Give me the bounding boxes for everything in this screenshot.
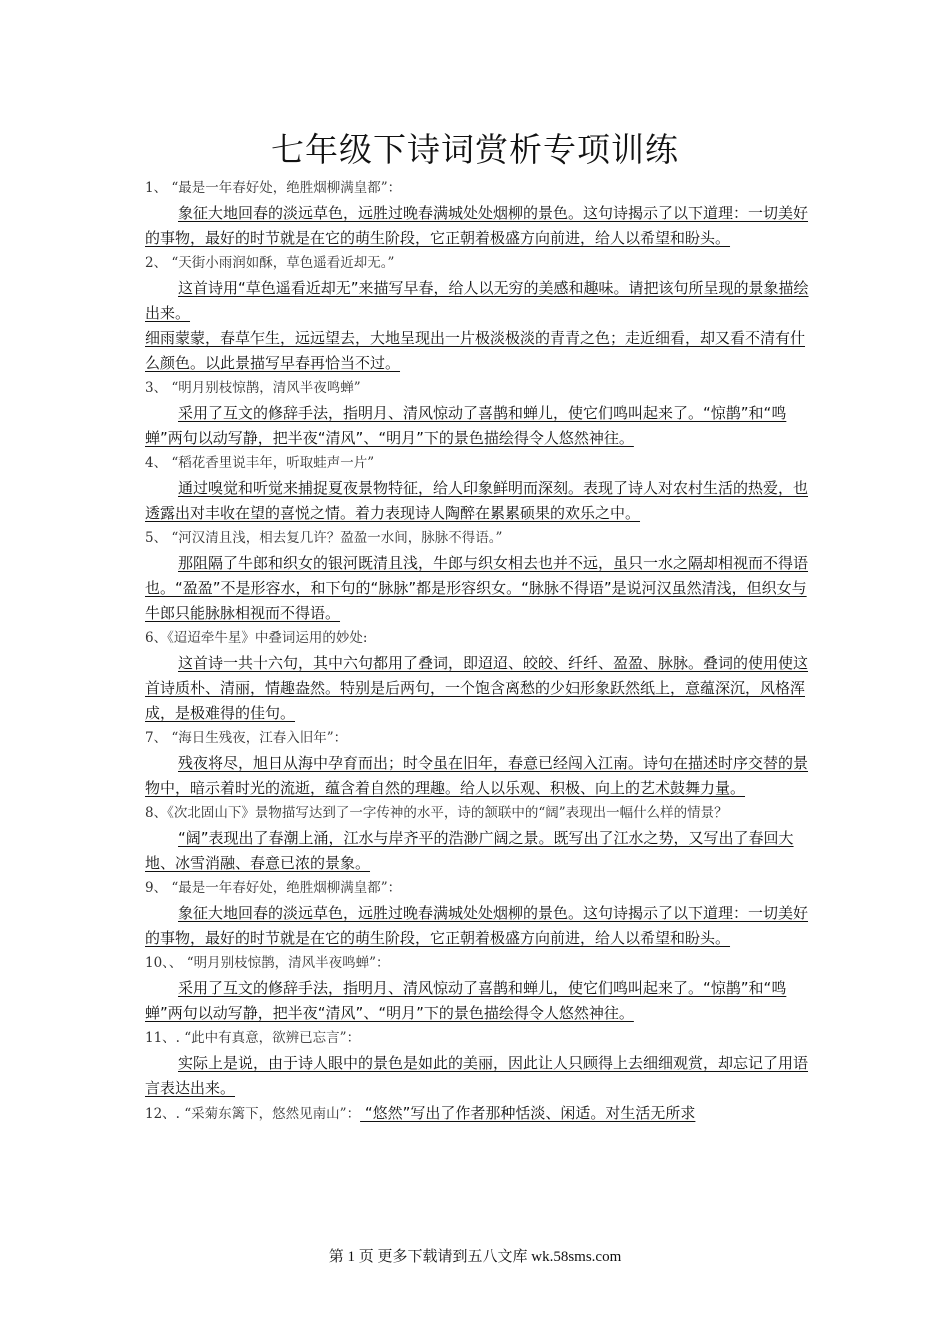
question-1: 1、 “最是一年春好处，绝胜烟柳满皇都”：	[145, 180, 402, 196]
question-12	[145, 1101, 817, 1127]
answer-7: 残夜将尽，旭日从海中孕育而出；时令虽在旧年，春意已经闯入江南。诗句在描述时序交替的景物中，暗示着时光的流逝，蕴含着自然的理趣。给人以乐观、积极、向上的艺术鼓舞力量。	[145, 754, 809, 797]
answer-2: 细雨蒙蒙，春草乍生，远远望去，大地呈现出一片极淡极淡的青青之色；走近细看，却又看不清有什么颜色。以此景描写早春再恰当不过。	[145, 329, 806, 372]
question-11: 11、. “此中有真意，欲辨已忘言”：	[145, 1030, 361, 1046]
answer-10: 采用了互文的修辞手法，指明月、清风惊动了喜鹊和蝉儿，使它们鸣叫起来了。“惊鹊”和“鸣蝉”两句以动写静，把半夜“清风”、“明月”下的景色描绘得令人悠然神往。	[145, 979, 787, 1022]
answer-5: 那阻隔了牛郎和织女的银河既清且浅，牛郎与织女相去也并不远，虽只一水之隔却相视而不得语也。“盈盈”不是形容水，和下句的“脉脉”都是形容织女。“脉脉不得语”是说河汉虽然清浅，但织女与牛郎只能脉脉相视而不得语。	[145, 554, 809, 622]
answer-1: 象征大地回春的淡远草色，远胜过晚春满城处处烟柳的景色。这句诗揭示了以下道理：一切美好的事物，最好的时节就是在它的萌生阶段，它正朝着极盛方向前进，给人以希望和盼头。	[145, 204, 809, 247]
question-7: 7、 “海日生残夜，江春入旧年”：	[145, 730, 348, 746]
content-body	[145, 176, 817, 1127]
answer-12: “悠然”写出了作者那种恬淡、闲适。对生活无所求	[360, 1104, 696, 1122]
answer-3: 采用了互文的修辞手法，指明月、清风惊动了喜鹊和蝉儿，使它们鸣叫起来了。“惊鹊”和“鸣蝉”两句以动写静，把半夜“清风”、“明月”下的景色描绘得令人悠然神往。	[145, 404, 787, 447]
answer-8: “阔”表现出了春潮上涌，江水与岸齐平的浩渺广阔之景。既写出了江水之势，又写出了春回大地、冰雪消融、春意已浓的景象。	[145, 829, 794, 872]
page-title: 七年级下诗词赏析专项训练	[271, 130, 679, 169]
question-10: 10、、 “明月别枝惊鹊，清风半夜鸣蝉”：	[145, 955, 390, 971]
question-3: 3、 “明月别枝惊鹊，清风半夜鸣蝉”	[145, 380, 361, 396]
question-8: 8、《次北固山下》景物描写达到了一字传神的水平，诗的颔联中的“阔”表现出一幅什么样的情景？	[145, 805, 728, 821]
question-5: 5、 “河汉清且浅，相去复几许？盈盈一水间，脉脉不得语。”	[145, 530, 503, 546]
question-9: 9、 “最是一年春好处，绝胜烟柳满皇都”：	[145, 880, 402, 896]
question-4: 4、 “稻花香里说丰年，听取蛙声一片”	[145, 455, 375, 471]
answer-11: 实际上是说，由于诗人眼中的景色是如此的美丽，因此让人只顾得上去细细观赏，却忘记了用语言表达出来。	[145, 1054, 809, 1097]
question-6: 6、《迢迢牵牛星》中叠词运用的妙处:	[145, 630, 368, 646]
answer-4: 通过嗅觉和听觉来捕捉夏夜景物特征，给人印象鲜明而深刻。表现了诗人对农村生活的热爱，也透露出对丰收在望的喜悦之情。着力表现诗人陶醉在累累硕果的欢乐之中。	[145, 479, 809, 522]
answer-6: 这首诗一共十六句，其中六句都用了叠词，即迢迢、皎皎、纤纤、盈盈、脉脉。叠词的使用使这首诗质朴、清丽，情趣盎然。特别是后两句，一个饱含离愁的少妇形象跃然纸上，意蕴深沉，风格浑成，是极难得的佳句。	[145, 654, 809, 722]
question-12-text: 12、. “采菊东篱下，悠然见南山”：	[145, 1106, 361, 1122]
question-2: 2、 “天街小雨润如酥，草色遥看近却无。”	[145, 255, 395, 271]
answer-2-prompt: 这首诗用“草色遥看近却无”来描写早春，给人以无穷的美感和趣味。请把该句所呈现的景象描绘出来。	[145, 279, 809, 322]
answer-9: 象征大地回春的淡远草色，远胜过晚春满城处处烟柳的景色。这句诗揭示了以下道理：一切美好的事物，最好的时节就是在它的萌生阶段，它正朝着极盛方向前进，给人以希望和盼头。	[145, 904, 809, 947]
page-footer: 第 1 页 更多下载请到五八文库 wk.58sms.com	[328, 1249, 622, 1265]
